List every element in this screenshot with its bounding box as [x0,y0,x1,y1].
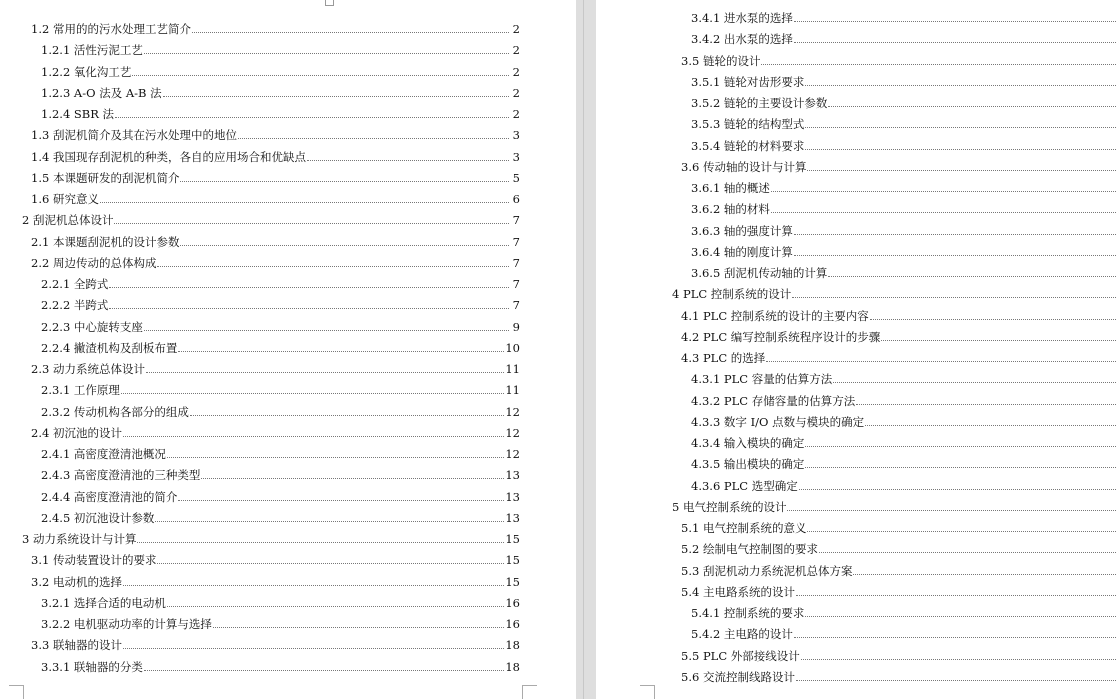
toc-entry-title: 4.3.6 PLC 选型确定 [691,478,798,493]
toc-entry-page-number: 7 [512,213,520,228]
toc-dot-leader [144,669,504,671]
toc-entry-title: 2.2.2 半跨式 [41,298,109,313]
toc-entry-page-number: 16 [505,595,520,610]
toc-dot-leader [771,211,1116,213]
toc-dot-leader [794,41,1116,43]
toc-entry-title: 3.2 电动机的选择 [31,574,122,589]
toc-dot-leader [144,52,509,54]
toc-entry-title: 2.3.2 传动机构各部分的组成 [41,404,189,419]
toc-entry-title: 1.2.2 氧化沟工艺 [41,64,132,79]
toc-entry[interactable] [681,324,1117,344]
toc-entry-title: 2 刮泥机总体设计 [22,213,114,228]
toc-dot-leader [157,265,509,267]
toc-dot-leader [881,339,1116,341]
toc-entry[interactable] [31,165,520,185]
toc-entry[interactable] [691,218,1117,238]
toc-dot-leader [799,488,1116,490]
toc-dot-leader [792,296,1116,298]
toc-dot-leader [109,286,509,288]
toc-entry-page-number: 3 [512,128,520,143]
toc-dot-leader [853,573,1116,575]
toc-entry-title: 4.3.4 输入模块的确定 [691,436,805,450]
toc-dot-leader [828,275,1116,277]
toc-entry-title: 5.4.1 控制系统的要求 [691,606,805,620]
toc-entry-title: 2.4.5 初沉池设计参数 [41,510,155,525]
toc-entry[interactable] [31,250,520,270]
toc-entry-title: 1.5 本课题研发的刮泥机简介 [31,170,180,185]
toc-entry-title: 3.3 联轴器的设计 [31,638,122,653]
toc-entry-title: 4.3.3 数字 I/O 点数与模块的确定 [691,414,865,429]
toc-dot-leader [109,307,509,309]
toc-entry-title: 4.1 PLC 控制系统的设计的主要内容 [681,308,869,323]
page-corner-mark [522,685,537,699]
toc-dot-leader [123,584,504,586]
toc-entry-title: 2.2 周边传动的总体构成 [31,255,157,270]
toc-entry-page-number: 18 [505,659,520,674]
toc-dot-leader [805,615,1116,617]
toc-entry[interactable] [31,420,520,440]
toc-dot-leader [192,31,509,33]
toc-entry-title: 2.4 初沉池的设计 [31,425,122,440]
toc-entry-page-number: 7 [512,277,520,291]
toc-dot-leader [100,201,509,203]
toc-entry[interactable] [681,48,1117,68]
toc-entry-title: 5 电气控制系统的设计 [672,499,787,514]
toc-entry-page-number: 13 [505,510,520,525]
toc-dot-leader [819,551,1116,553]
toc-entry-title: 3.2.1 选择合适的电动机 [41,595,166,610]
toc-entry-page-number: 15 [505,553,520,568]
toc-dot-leader [807,530,1116,532]
toc-dot-leader [114,222,509,224]
toc-entry-page-number: 6 [512,192,520,206]
toc-entry-page-number: 2 [512,22,520,36]
toc-entry[interactable] [691,473,1117,493]
page-corner-mark [640,685,655,699]
toc-entry-title: 3.5.2 链轮的主要设计参数 [691,96,828,110]
toc-entry-title: 3.4.1 进水泵的选择 [691,11,793,25]
toc-dot-leader [794,636,1116,638]
toc-entry[interactable] [41,590,520,610]
toc-entry-title: 3.6.5 刮泥机传动轴的计算 [691,266,828,280]
toc-entry-page-number: 16 [505,617,520,631]
toc-dot-leader [238,137,509,139]
toc-dot-leader [213,626,504,628]
page-gap-divider [583,0,584,699]
toc-entry-title: 3.5.4 链轮的材料要求 [691,138,805,153]
toc-entry[interactable] [681,664,1117,684]
toc-dot-leader [787,509,1116,511]
toc-dot-leader [180,244,509,246]
toc-dot-leader [201,477,504,479]
page-top-marker [325,0,334,6]
toc-entry[interactable] [41,314,520,334]
toc-dot-leader [796,594,1116,596]
toc-entry-title: 4.3.5 输出模块的确定 [691,457,805,472]
toc-dot-leader [155,520,504,522]
toc-entry-title: 2.3 动力系统总体设计 [31,362,145,376]
page-corner-mark [9,685,24,699]
toc-entry[interactable] [41,462,520,482]
toc-entry-title: 3.5.1 链轮对齿形要求 [691,74,805,89]
toc-entry-page-number: 13 [505,489,520,504]
toc-entry-title: 5.4 主电路系统的设计 [681,584,795,599]
toc-entry-page-number: 7 [512,298,520,313]
toc-dot-leader [794,254,1116,256]
toc-entry-title: 3.2.2 电机驱动功率的计算与选择 [41,617,212,631]
toc-entry-title: 3.5 链轮的设计 [681,53,761,68]
toc-entry[interactable] [691,621,1117,641]
toc-entry[interactable] [691,239,1117,259]
toc-entry-page-number: 3 [512,149,520,164]
toc-dot-leader [805,84,1116,86]
toc-entry-page-number: 12 [505,425,520,440]
toc-entry[interactable] [41,441,520,461]
toc-entry-page-number: 11 [505,383,520,398]
toc-dot-leader [167,605,504,607]
toc-entry-page-number: 5 [512,170,520,185]
toc-entry[interactable] [22,207,520,227]
toc-entry[interactable] [681,345,1117,365]
toc-dot-leader [870,318,1116,320]
toc-entry-title: 1.3 刮泥机简介及其在污水处理中的地位 [31,128,237,143]
toc-entry[interactable] [691,366,1117,386]
toc-entry-title: 3.1 传动装置设计的要求 [31,553,157,568]
toc-dot-leader [190,414,504,416]
toc-entry-title: 3.6.3 轴的强度计算 [691,223,793,238]
toc-entry-page-number: 18 [505,638,520,653]
toc-entry-page-number: 2 [512,85,520,100]
toc-dot-leader [121,392,504,394]
toc-entry-title: 5.4.2 主电路的设计 [691,627,793,642]
toc-entry-page-number: 15 [505,574,520,589]
toc-dot-leader [828,105,1116,107]
toc-entry[interactable] [41,377,520,397]
toc-dot-leader [144,329,509,331]
toc-entry-title: 2.3.1 工作原理 [41,383,120,398]
toc-entry-page-number: 13 [505,468,520,483]
toc-entry-page-number: 15 [505,532,520,546]
toc-entry[interactable] [691,5,1117,25]
toc-entry-title: 2.2.3 中心旋转支座 [41,319,143,334]
toc-entry-title: 1.2.4 SBR 法 [41,107,115,121]
toc-entry-title: 3.6.1 轴的概述 [691,181,770,195]
toc-entry[interactable] [691,175,1117,195]
toc-entry[interactable] [41,101,520,121]
toc-entry[interactable] [31,122,520,142]
toc-entry-title: 3.6.4 轴的刚度计算 [691,244,793,259]
toc-dot-leader [807,169,1116,171]
toc-entry[interactable] [681,536,1117,556]
toc-dot-leader [794,20,1116,22]
toc-entry[interactable] [691,451,1117,471]
toc-dot-leader [115,116,509,118]
toc-dot-leader [167,456,504,458]
toc-dot-leader [766,360,1116,362]
toc-entry-page-number: 12 [505,404,520,419]
toc-entry[interactable] [31,144,520,164]
toc-entry[interactable] [41,271,520,291]
toc-entry-title: 1.6 研究意义 [31,192,99,206]
toc-entry[interactable] [681,154,1117,174]
toc-entry[interactable] [41,335,520,355]
toc-entry[interactable] [681,303,1117,323]
toc-dot-leader [178,350,504,352]
toc-entry[interactable] [691,430,1117,450]
document-page-right [596,0,1117,699]
toc-entry[interactable] [41,37,520,57]
toc-entry-title: 3.4.2 出水泵的选择 [691,32,793,47]
toc-entry[interactable] [672,494,1117,514]
toc-entry-title: 4.3.1 PLC 容量的估算方法 [691,372,833,387]
toc-entry[interactable] [691,26,1117,46]
toc-entry[interactable] [691,90,1117,110]
toc-entry[interactable] [41,654,520,674]
toc-entry-page-number: 2 [512,107,520,121]
toc-dot-leader [796,679,1116,681]
toc-dot-leader [833,381,1116,383]
toc-entry[interactable] [691,600,1117,620]
toc-dot-leader [805,466,1116,468]
toc-entry[interactable] [681,558,1117,578]
toc-dot-leader [805,445,1116,447]
toc-entry-title: 4.2 PLC 编写控制系统程序设计的步骤 [681,329,881,344]
toc-entry-title: 5.3 刮泥机动力系统泥机总体方案 [681,563,853,578]
toc-entry[interactable] [41,59,520,79]
toc-entry[interactable] [672,281,1117,301]
toc-entry[interactable] [22,526,520,546]
toc-entry[interactable] [691,133,1117,153]
toc-entry[interactable] [41,80,520,100]
toc-entry[interactable] [41,292,520,312]
toc-entry-page-number: 2 [512,43,520,58]
toc-dot-leader [123,647,504,649]
toc-entry-title: 5.5 PLC 外部接线设计 [681,648,800,663]
toc-entry[interactable] [691,388,1117,408]
toc-dot-leader [805,148,1116,150]
toc-entry-page-number: 11 [505,362,520,376]
toc-entry[interactable] [41,505,520,525]
toc-dot-leader [307,159,509,161]
toc-entry-page-number: 9 [512,319,520,334]
toc-dot-leader [180,180,509,182]
toc-dot-leader [146,371,504,373]
toc-entry[interactable] [681,643,1117,663]
toc-entry-title: 2.2.1 全跨式 [41,277,109,291]
toc-entry[interactable] [31,16,520,36]
toc-entry-title: 5.6 交流控制线路设计 [681,669,795,684]
toc-dot-leader [856,403,1116,405]
toc-entry-title: 4 PLC 控制系统的设计 [672,287,792,302]
toc-entry-title: 2.4.1 高密度澄清池概况 [41,447,166,461]
toc-dot-leader [137,541,504,543]
toc-dot-leader [123,435,504,437]
toc-entry-title: 4.3 PLC 的选择 [681,351,766,365]
toc-entry[interactable] [691,260,1117,280]
toc-entry-title: 2.4.4 高密度澄清池的简介 [41,489,178,504]
toc-dot-leader [805,126,1116,128]
toc-entry-title: 2.1 本课题刮泥机的设计参数 [31,234,180,249]
toc-entry[interactable] [41,399,520,419]
toc-entry-title: 3.6 传动轴的设计与计算 [681,159,807,174]
toc-entry-page-number: 10 [505,340,520,355]
toc-entry[interactable] [31,356,520,376]
toc-entry[interactable] [691,409,1117,429]
toc-entry-title: 3.3.1 联轴器的分类 [41,659,143,674]
page-gap [576,0,596,699]
toc-entry-title: 1.2.3 A-O 法及 A-B 法 [41,85,162,100]
toc-entry[interactable] [691,69,1117,89]
toc-entry[interactable] [681,579,1117,599]
toc-dot-leader [178,499,504,501]
toc-entry-title: 1.4 我国现存刮泥机的种类，各自的应用场合和优缺点 [31,149,306,164]
toc-entry[interactable] [31,229,520,249]
toc-entry[interactable] [691,196,1117,216]
toc-entry[interactable] [31,632,520,652]
toc-entry[interactable] [691,111,1117,131]
toc-dot-leader [761,63,1116,65]
toc-entry[interactable] [31,186,520,206]
toc-entry-title: 2.2.4 撇渣机构及刮板布置 [41,340,178,355]
toc-dot-leader [163,95,509,97]
toc-entry-title: 5.2 绘制电气控制图的要求 [681,542,818,557]
toc-dot-leader [794,233,1116,235]
toc-dot-leader [865,424,1116,426]
toc-dot-leader [771,190,1116,192]
toc-entry-title: 5.1 电气控制系统的意义 [681,521,807,535]
toc-dot-leader [157,562,504,564]
toc-entry[interactable] [681,515,1117,535]
toc-entry-page-number: 7 [512,255,520,270]
toc-entry-page-number: 12 [505,447,520,461]
toc-entry-title: 3.6.2 轴的材料 [691,202,770,217]
toc-entry[interactable] [41,611,520,631]
toc-entry-page-number: 7 [512,234,520,249]
toc-entry[interactable] [31,569,520,589]
toc-entry-page-number: 2 [512,64,520,79]
toc-entry-title: 3 动力系统设计与计算 [22,532,137,546]
toc-entry[interactable] [31,547,520,567]
toc-dot-leader [801,658,1116,660]
toc-entry-title: 4.3.2 PLC 存储容量的估算方法 [691,393,856,408]
toc-entry[interactable] [41,484,520,504]
toc-dot-leader [132,74,509,76]
toc-entry-title: 3.5.3 链轮的结构型式 [691,117,805,132]
toc-entry-title: 2.4.3 高密度澄清池的三种类型 [41,468,201,483]
toc-entry-title: 1.2 常用的的污水处理工艺简介 [31,22,191,36]
toc-entry-title: 1.2.1 活性污泥工艺 [41,43,143,58]
